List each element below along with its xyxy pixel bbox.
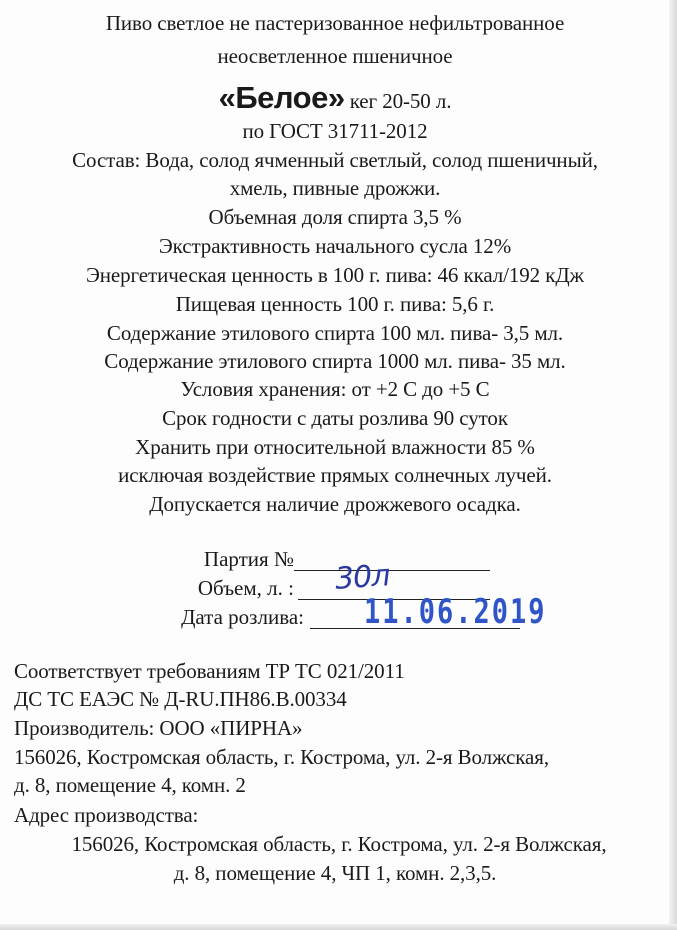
- product-title-line2: неосветленное пшеничное: [217, 44, 453, 68]
- keg-size: кег 20-50 л.: [344, 89, 452, 113]
- ethanol-per-1000: Содержание этилового спирта 1000 мл. пива- 35 мл.: [104, 349, 566, 373]
- manufacturer-name: Производитель: ООО «ПИРНА»: [14, 716, 303, 740]
- gost-standard: по ГОСТ 31711-2012: [242, 119, 428, 143]
- ethanol-per-100: Содержание этилового спирта 100 мл. пива- 3,5 мл.: [106, 321, 564, 345]
- sediment-note: Допускается наличие дрожжевого осадка.: [149, 492, 521, 516]
- manufacturer-address-line2: д. 8, помещение 4, комн. 2: [14, 773, 246, 797]
- extract-content: Экстрактивность начального сусла 12%: [158, 234, 512, 258]
- composition-line1: Состав: Вода, солод ячменный светлый, солод пшеничный,: [72, 148, 598, 172]
- paper-edge-right: [669, 0, 677, 930]
- manufacturer-address-line1: 156026, Костромская область, г. Кострома, ул. 2-я Волжская,: [14, 745, 549, 769]
- humidity-note: Хранить при относительной влажности 85 %: [135, 435, 535, 459]
- production-address-line2: д. 8, помещение 4, ЧП 1, комн. 2,3,5.: [173, 861, 497, 885]
- paper-edge-bottom: [0, 924, 677, 930]
- composition-line2: хмель, пивные дрожжи.: [229, 176, 441, 200]
- batch-field: [100, 546, 294, 574]
- storage-conditions: Условия хранения: от +2 С до +5 С: [180, 377, 490, 401]
- volume-field: [100, 575, 294, 603]
- production-address-label: Адрес производства:: [14, 803, 199, 827]
- volume-label: Объем, л. :: [197, 576, 294, 600]
- bottling-date-field: [100, 604, 304, 632]
- bottling-date-stamp: 11.06.2019: [364, 593, 547, 632]
- declaration-number: ДС ТС ЕАЭС № Д-RU.ПН86.В.00334: [14, 687, 347, 711]
- sunlight-note: исключая воздействие прямых солнечных лучей.: [118, 463, 552, 487]
- bottling-date-label: Дата розлива:: [181, 605, 304, 629]
- brand-name: «Белое»: [218, 80, 345, 115]
- alcohol-content: Объемная доля спирта 3,5 %: [208, 205, 462, 229]
- product-title-line1: Пиво светлое не пастеризованное нефильтрованное: [105, 11, 565, 35]
- volume-handwritten-value: 30л: [333, 558, 391, 597]
- brand-line: [0, 80, 670, 116]
- batch-label: Партия №: [203, 547, 294, 571]
- regulation-compliance: Соответствует требованиям ТР ТС 021/2011: [14, 659, 405, 683]
- shelf-life: Срок годности с даты розлива 90 суток: [162, 406, 508, 430]
- nutrition-value: Пищевая ценность 100 г. пива: 5,6 г.: [175, 292, 495, 316]
- batch-value-line: [294, 548, 490, 571]
- energy-value: Энергетическая ценность в 100 г. пива: 46 ккал/192 кДж: [86, 263, 584, 287]
- production-address-line1: 156026, Костромская область, г. Кострома, ул. 2-я Волжская,: [71, 832, 607, 856]
